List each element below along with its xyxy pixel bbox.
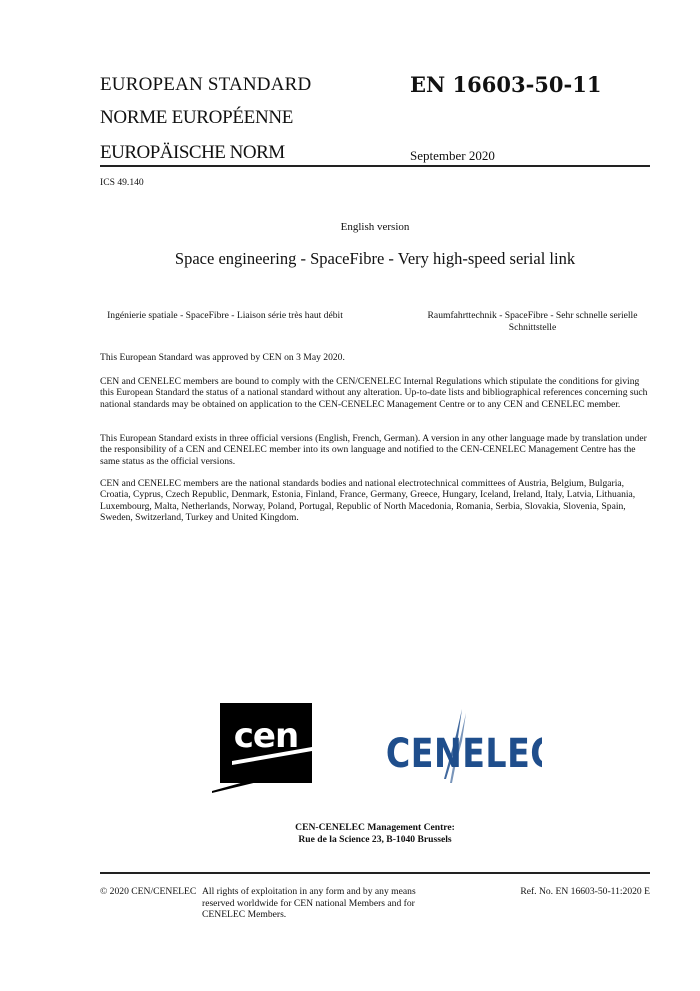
header-rule	[100, 165, 650, 167]
management-centre-address: Rue de la Science 23, B-1040 Brussels	[298, 834, 452, 845]
cenelec-logo-text: CENELEC	[385, 730, 542, 777]
standard-type-de: EUROPÄISCHE NORM	[100, 142, 285, 163]
standard-type-en: EUROPEAN STANDARD	[100, 74, 312, 95]
version-label: English version	[340, 221, 410, 233]
publication-date: September 2020	[410, 148, 495, 163]
regulations-paragraph: CEN and CENELEC members are bound to comply with the CEN/CENELEC Internal Regulations which stipulate the conditions for giving this European Standard the status of a national standard without any alteration. Up-to-date lists and bibliographical references concerning such national standards may be obtained on application to the CEN-CENELEC Management Centre or to any CEN and CENELEC member.	[100, 376, 648, 410]
cenelec-logo	[384, 705, 542, 785]
management-centre-name: CEN-CENELEC Management Centre:	[295, 822, 455, 833]
title-german: Raumfahrttechnik - SpaceFibre - Sehr schnelle serielle Schnittstelle	[427, 310, 638, 333]
approval-paragraph: This European Standard was approved by CEN on 3 May 2020.	[100, 352, 345, 363]
standard-type-fr: NORME EUROPÉENNE	[100, 107, 294, 128]
standard-number: EN 16603-50-11	[410, 72, 602, 97]
footer-rule	[100, 872, 650, 874]
document-title: Space engineering - SpaceFibre - Very high-speed serial link	[174, 249, 576, 268]
versions-paragraph: This European Standard exists in three official versions (English, French, German). A version in any other language made by translation under the responsibility of a CEN and CENELEC member into its own language and notified to the CEN-CENELEC Management Centre has the same status as the official versions.	[100, 433, 647, 467]
rights-notice: All rights of exploitation in any form and by any means reserved worldwide for CEN national Members and for CENELEC Members.	[202, 886, 416, 921]
cen-logo-text: cen	[233, 716, 299, 756]
cen-logo	[212, 703, 324, 793]
reference-number: Ref. No. EN 16603-50-11:2020 E	[520, 886, 650, 897]
members-paragraph: CEN and CENELEC members are the national standards bodies and national electrotechnical committees of Austria, Belgium, Bulgaria, Croatia, Cyprus, Czech Republic, Denmark, Estonia, Finland, France, Germany, Greece, Hungary, Iceland, Ireland, Italy, Latvia, Lithuania, Luxembourg, Malta, Netherlands, Norway, Poland, Portugal, Republic of North Macedonia, Romania, Serbia, Slovakia, Slovenia, Spain, Sweden, Switzerland, Turkey and United Kingdom.	[100, 478, 636, 524]
ics-code: ICS 49.140	[100, 177, 144, 188]
title-french: Ingénierie spatiale - SpaceFibre - Liaison série très haut débit	[107, 310, 343, 321]
copyright-notice: © 2020 CEN/CENELEC	[100, 886, 197, 897]
